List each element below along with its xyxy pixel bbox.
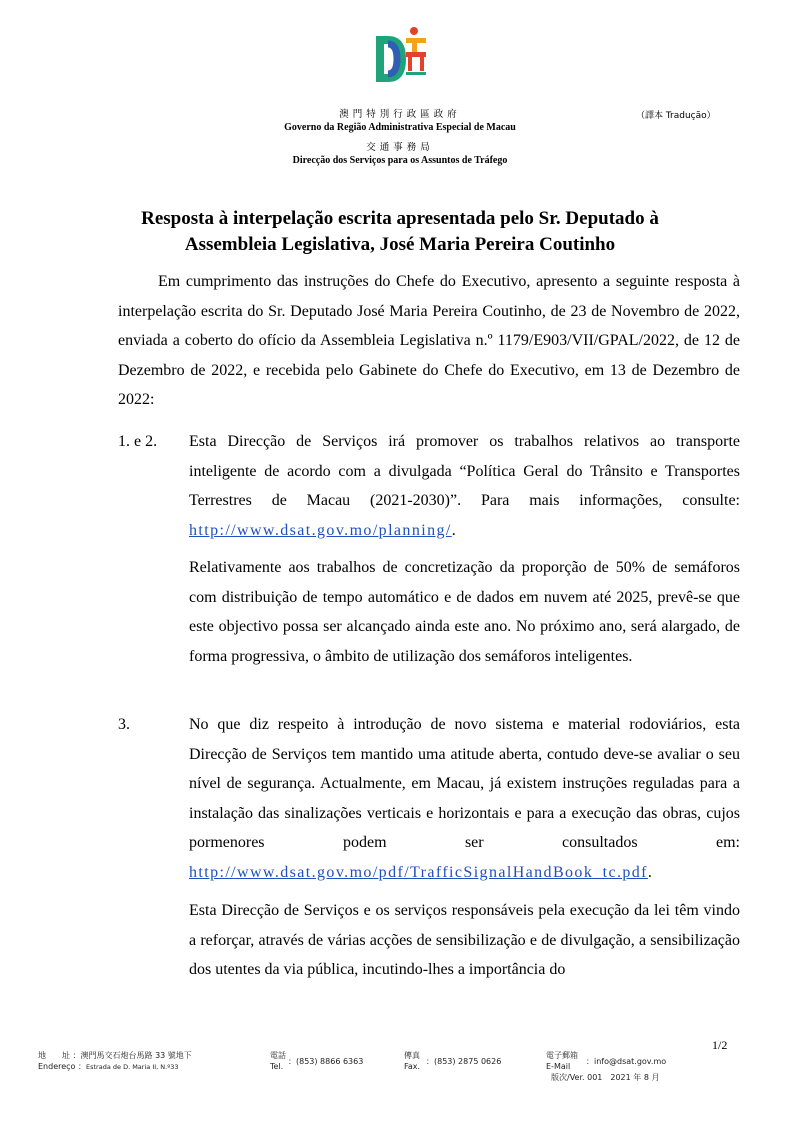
item-number: 3.	[118, 716, 130, 733]
item-text: No que diz respeito à introdução de novo sistema e material rodoviários, esta Direcção de Serviços tem mantido uma atitude aberta, contudo deve-se avaliar o seu nível de segurança. Actualmente, em Macau, já existem instruções reguladas para a instalação das sinalizações verticais e horizontais e para a execução das obras, cujos pormenores podem ser consultados em:	[189, 716, 740, 851]
version-info: 版次/Ver. 001 2021 年 8 月	[551, 1073, 660, 1082]
email-address[interactable]: ：info@dsat.gov.mo	[586, 1057, 667, 1066]
title-line-1: Resposta à interpelação escrita apresentada pelo Sr. Deputado à	[141, 208, 659, 229]
department-name-pt: Direcção dos Serviços para os Assuntos de Tráfego	[292, 155, 508, 166]
item-paragraph	[189, 710, 740, 887]
intro-paragraph: Em cumprimento das instruções do Chefe do Executivo, apresento a seguinte resposta à interpelação escrita do Sr. Deputado José Maria Pereira Coutinho, de 23 de Novembro de 2022, enviada a coberto do ofício da Assembleia Legislativa n.º 1179/E903/VII/GPAL/2022, de 12 de Dezembro de 2022, e recebida pelo Gabinete do Chefe do Executivo, em 13 de Dezembro de 2022:	[118, 273, 740, 408]
fax-label-pt: Fax.	[404, 1062, 421, 1071]
fax-number: ：(853) 2875 0626	[426, 1057, 502, 1066]
item-paragraph: Relativamente aos trabalhos de concretização da proporção de 50% de semáforos com distribuição de tempo automático e de dados em nuvem até 2025, prevê-se que este objectivo possa ser alcançado ainda este ano. No próximo ano, será alargado, de forma progressiva, o âmbito de utilização dos semáforos inteligentes.	[189, 559, 740, 665]
translation-tag: （譯本 Tradução）	[636, 111, 716, 121]
page-number: 1/2	[712, 1038, 728, 1052]
document-title	[100, 206, 700, 258]
tel-label-zh: 電話	[270, 1051, 286, 1060]
department-name-zh: 交通事務局	[366, 142, 434, 153]
tel-number: ：(853) 8866 6363	[288, 1057, 364, 1066]
item-text-end: .	[647, 863, 652, 881]
item-text: Esta Direcção de Serviços irá promover os trabalhos relativos ao transporte inteligente de acordo com a divulgada “Política Geral do Trânsito e Transportes Terrestres de Macau (2021-2030)”. Para mais informações, consulte:	[189, 433, 740, 509]
title-line-2: Assembleia Legislativa, José Maria Pereira Coutinho	[184, 234, 616, 255]
item-text-end: .	[451, 521, 456, 539]
item-paragraph: Esta Direcção de Serviços e os serviços responsáveis pela execução da lei têm vindo a reforçar, através de várias acções de sensibilização e de divulgação, a sensibilização dos utentes da via pública, incutindo-lhes a importância do	[189, 902, 740, 978]
footer-address: 地 址 ：澳門馬交石炮台馬路 33 號地下 Endereço ：Estrada de D. Maria II, N.º33	[38, 1051, 192, 1071]
traffic-handbook-link[interactable]: http://www.dsat.gov.mo/pdf/TrafficSignalHandBook_tc.pdf	[189, 863, 648, 881]
fax-label-zh: 傳真	[404, 1051, 420, 1060]
email-label-zh: 電子郵箱	[546, 1051, 578, 1060]
item-paragraph	[189, 427, 740, 545]
dsat-logo	[368, 24, 434, 90]
footer-fax	[404, 1050, 420, 1072]
address-label-zh: 地 址	[38, 1051, 70, 1060]
address-zh: ：澳門馬交石炮台馬路 33 號地下	[72, 1051, 192, 1060]
tel-label-pt: Tel.	[270, 1062, 284, 1071]
government-name-zh: 澳門特別行政區政府	[339, 109, 461, 120]
address-label-pt: Endereço	[38, 1062, 76, 1071]
address-pt: Estrada de D. Maria II, N.º33	[86, 1063, 179, 1071]
email-label-pt: E-Mail	[546, 1062, 571, 1071]
item-number: 1. e 2.	[118, 433, 158, 450]
government-name-pt: Governo da Região Administrativa Especial de Macau	[284, 122, 516, 133]
planning-link[interactable]: http://www.dsat.gov.mo/planning/	[189, 521, 452, 539]
footer-telephone	[270, 1050, 286, 1072]
footer-email	[546, 1050, 578, 1072]
